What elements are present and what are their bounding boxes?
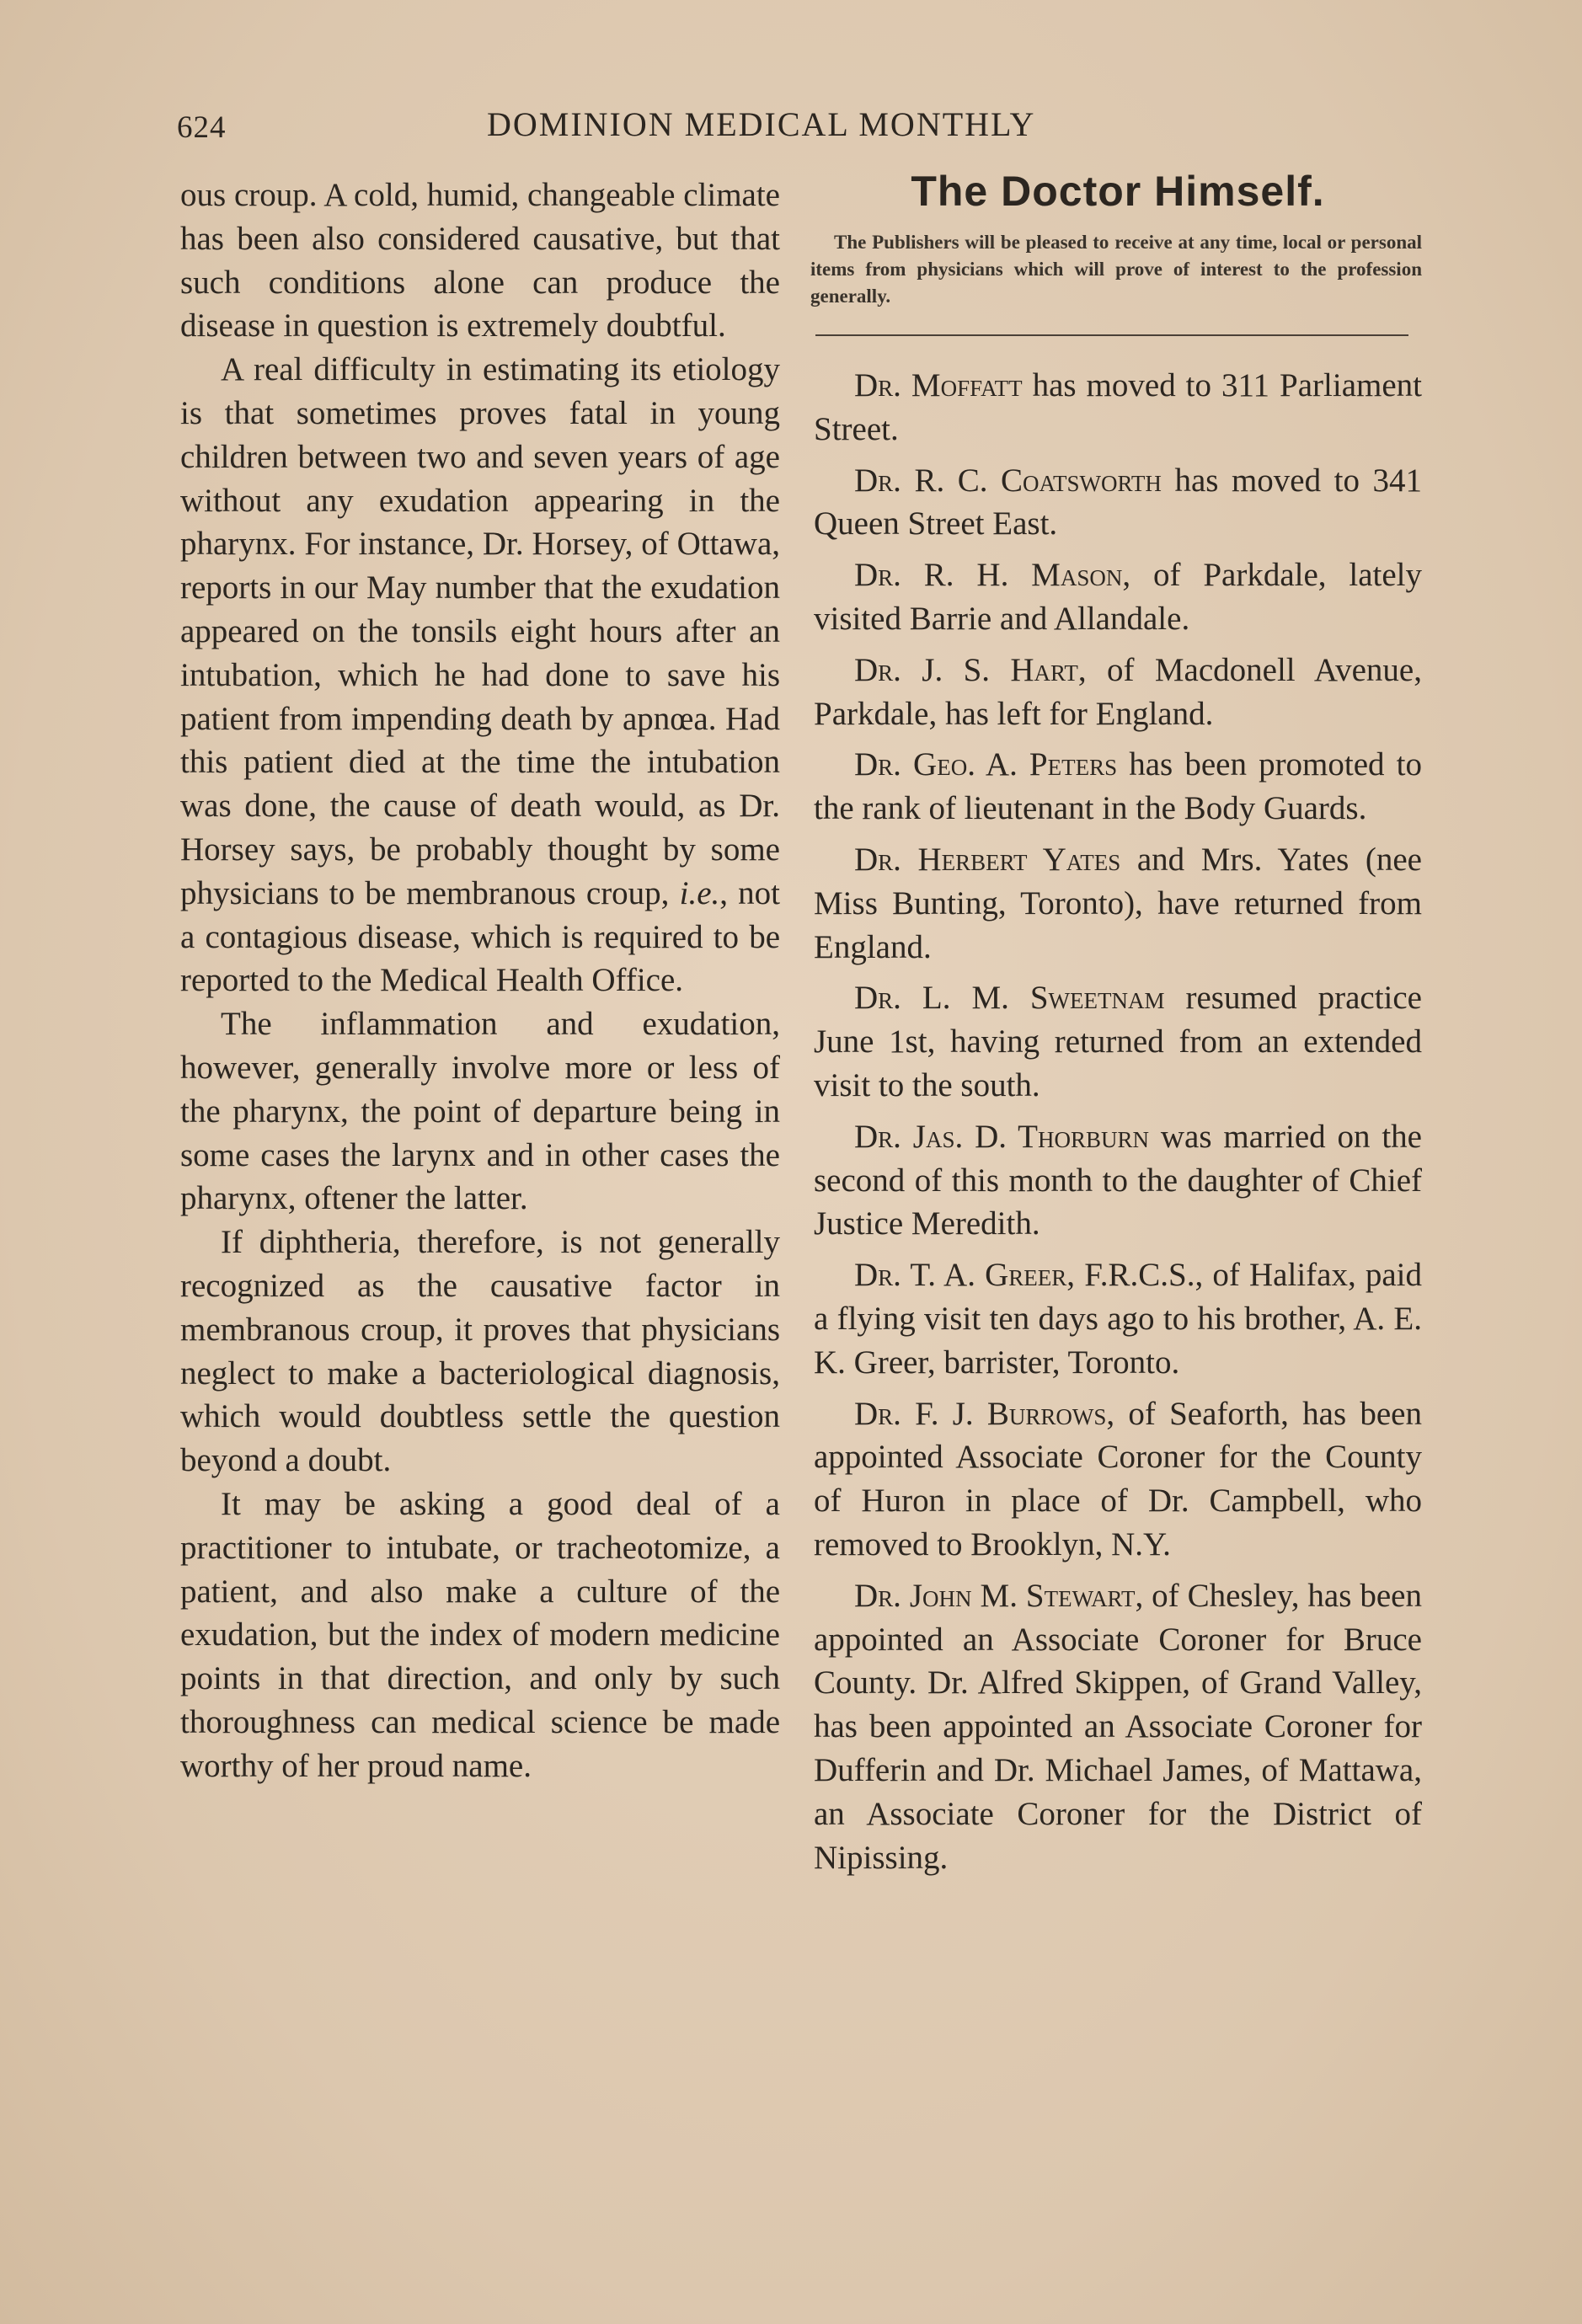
news-item xyxy=(814,1115,1422,1246)
news-item xyxy=(814,1392,1422,1567)
news-item xyxy=(814,743,1422,831)
ie-abbreviation: i.e. xyxy=(679,874,720,911)
paragraph: The inflammation and exudation, however, generally involve more or less of the pharynx, the point of departure being in some cases the larynx and in other cases the pharynx, oftener the latter. xyxy=(180,1006,780,1217)
news-item xyxy=(814,649,1422,736)
news-item-text: resumed practice June 1st, having returned from an extended visit to the south. xyxy=(814,980,1422,1103)
news-item-text: , of Macdonell Avenue, Parkdale, has left for England. xyxy=(814,651,1422,732)
news-item-name: Dr. L. M. Sweetnam xyxy=(854,980,1165,1017)
news-item-name: Dr. Geo. A. Peters xyxy=(854,746,1118,783)
news-item xyxy=(814,1574,1422,1880)
news-item-text: has been promoted to the rank of lieutenant in the Body Guards. xyxy=(814,746,1422,827)
news-item-name: Dr. J. S. Hart xyxy=(854,651,1078,688)
news-item-name: Dr. Moffatt xyxy=(854,367,1023,403)
news-item xyxy=(814,1253,1422,1384)
news-item-name: Dr. R. C. Coatsworth xyxy=(854,462,1162,499)
news-item-text: , of Chesley, has been appointed an Associate Coroner for Bruce County. Dr. Alfred Skippen, of Grand Valley, has been appointed an Associate Coroner for Dufferin and Dr. Michael James, of Mattawa, an Associate Coroner for the District of Nipissing. xyxy=(814,1577,1422,1876)
divider-rule xyxy=(815,334,1408,336)
paragraph: If diphtheria, therefore, is not generally recognized as the causative factor in membranous croup, it proves that physicians neglect to make a bacteriological diagnosis, which would doubtless settle the question beyond a doubt. xyxy=(180,1224,780,1479)
news-item-text: , of Seaforth, has been appointed Associate Coroner for the County of Huron in place of Dr. Campbell, who removed to Brooklyn, N.Y. xyxy=(814,1395,1422,1563)
news-item-text: has moved to 341 Queen Street East. xyxy=(814,462,1422,542)
news-item-text: , F.R.C.S., of Halifax, paid a flying visit ten days ago to his brother, A. E. K. Greer, barrister, Toronto. xyxy=(814,1257,1423,1381)
news-item-name: Dr. F. J. Burrows xyxy=(854,1395,1107,1432)
news-item-name: Dr. Herbert Yates xyxy=(854,841,1121,878)
paragraph: It may be asking a good deal of a practitioner to intubate, or tracheotomize, a patient, and also make a culture of the exudation, but the index of modern medicine points in that direction, and only by such thoroughness can medical science be made worthy of her proud name. xyxy=(180,1485,780,1784)
news-item xyxy=(814,553,1422,641)
paragraph: ous croup. A cold, humid, changeable climate has been also considered causative, but that such conditions alone can produce the disease in question is extremely doubtful. xyxy=(180,177,780,345)
section-title: The Doctor Himself. xyxy=(911,168,1325,215)
paragraph-text: A real difficulty in estimating its etiology is that sometimes proves fatal in young children between two and seven years of age without any exudation appearing in the pharynx. For instance, Dr. Horsey, of Ottawa, reports in our May number that the exudation appeared on the tonsils eight hours after an intubation, which he had done to save his patient from impending death by apnœa. Had this patient died at the time the intubation was done, the cause of death would, as Dr. Horsey says, be probably thought by some physicians to be membranous croup, xyxy=(180,351,780,911)
section-note: The Publishers will be pleased to receive at any time, local or personal items from physicians which will prove of interest to the profession generally. xyxy=(810,232,1422,307)
news-item xyxy=(814,364,1422,451)
news-item-name: Dr. Jas. D. Thorburn xyxy=(854,1118,1149,1155)
news-item-text: has moved to 311 Parliament Street. xyxy=(814,367,1422,447)
news-item-name: Dr. John M. Stewart xyxy=(854,1577,1136,1614)
left-column xyxy=(180,174,780,1787)
news-item xyxy=(814,459,1422,547)
news-item-text: was married on the second of this month to the daughter of Chief Justice Meredith. xyxy=(814,1118,1422,1242)
paragraph-text: , not a contagious disease, which is required to be reported to the Medical Health Office. xyxy=(180,874,781,999)
news-item xyxy=(814,838,1422,969)
news-item xyxy=(814,976,1422,1107)
news-item-text: , of Parkdale, lately visited Barrie and Allandale. xyxy=(814,557,1423,637)
right-column xyxy=(814,364,1422,1887)
running-head: DOMINION MEDICAL MONTHLY xyxy=(487,105,1036,143)
news-item-name: Dr. T. A. Greer xyxy=(854,1257,1067,1294)
news-item-name: Dr. R. H. Mason xyxy=(854,557,1123,594)
page-number: 624 xyxy=(177,110,227,145)
paragraph xyxy=(180,348,780,1002)
news-item-text: and Mrs. Yates (nee Miss Bunting, Toronto), have returned from England. xyxy=(814,841,1422,965)
